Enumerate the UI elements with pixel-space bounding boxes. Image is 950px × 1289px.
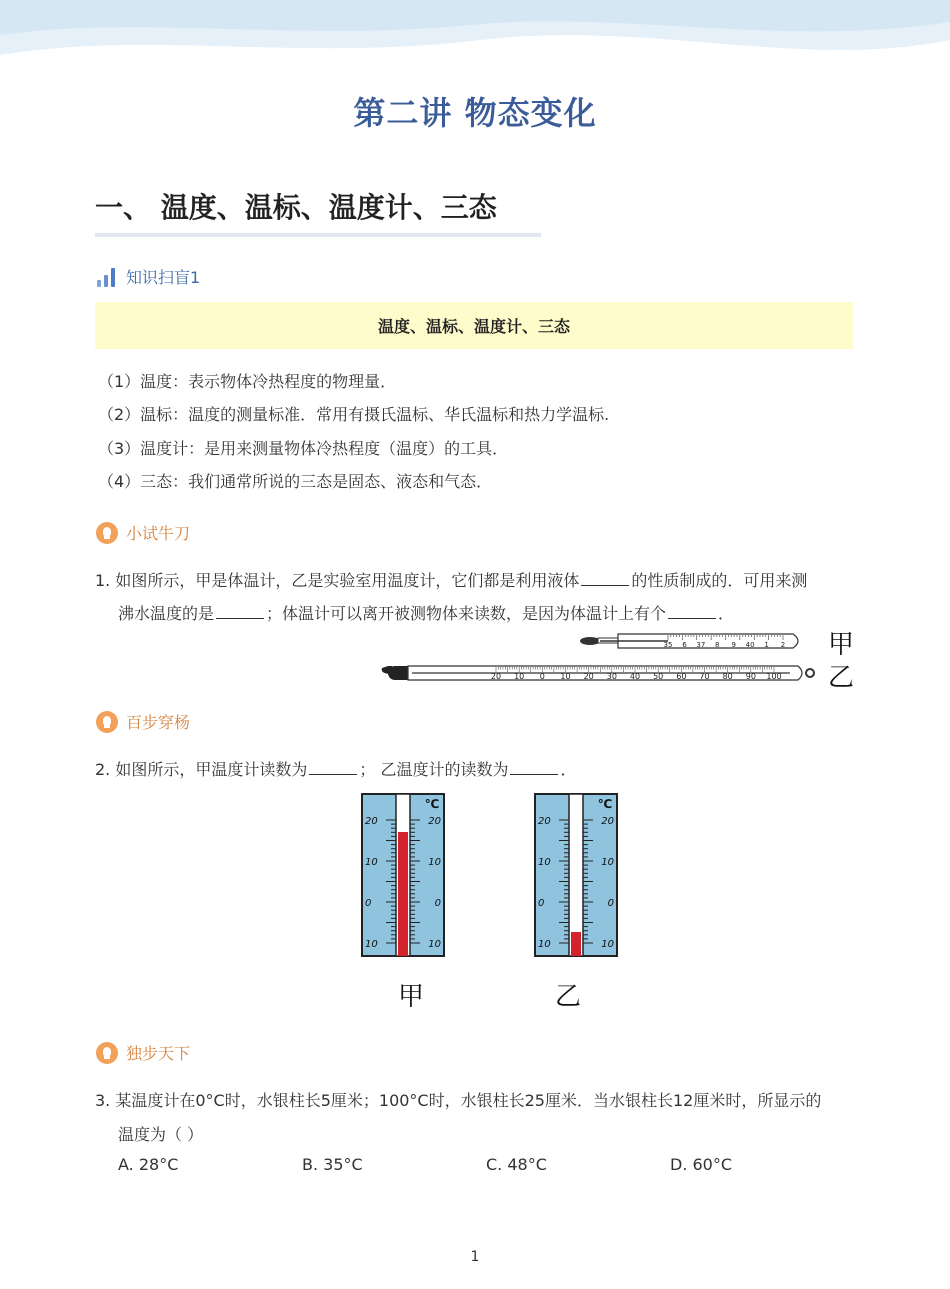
answer-blank[interactable] <box>216 604 264 619</box>
tick-label: 90 <box>745 672 756 681</box>
answer-blank[interactable] <box>510 760 558 775</box>
thermometer-figure-q1 <box>378 626 818 690</box>
tick-label: 0 <box>539 672 545 681</box>
mercury-column <box>398 832 408 956</box>
option-b[interactable]: B. 35°C <box>302 1155 363 1174</box>
tick-label: 20 <box>583 672 594 681</box>
point-3: （3）温度计：是用来测量物体冷热程度（温度）的工具． <box>98 439 509 458</box>
scale-label: 10 <box>365 939 378 950</box>
tick-label: 50 <box>653 672 664 681</box>
scale-label: 10 <box>601 857 614 868</box>
tick-label: 37 <box>696 641 706 649</box>
figure-label-yi: 乙 <box>555 982 582 1012</box>
tick-label: 80 <box>722 672 733 681</box>
thermometer-yi <box>535 794 617 956</box>
tick-label: 70 <box>699 672 710 681</box>
scale-label: 20 <box>428 816 441 827</box>
point-4: （4）三态：我们通常所说的三态是固态、液态和气态． <box>98 472 493 491</box>
lightbulb-icon <box>96 711 118 733</box>
thermometer-figure-q2 <box>360 792 622 962</box>
tick-label: 9 <box>731 641 736 649</box>
thermometer-tube <box>569 794 583 956</box>
practice-tag-3: 独步天下 <box>96 1041 190 1064</box>
scale-label: 20 <box>365 816 378 827</box>
tick-label: 1 <box>764 641 769 649</box>
summary-box-title: 温度、温标、温度计、三态 <box>95 302 853 349</box>
scale-label: 0 <box>434 898 441 909</box>
option-c[interactable]: C. 48°C <box>486 1155 547 1174</box>
tick-label: 6 <box>682 641 687 649</box>
tick-label: 10 <box>514 672 525 681</box>
lab-thermometer <box>382 666 814 681</box>
answer-blank[interactable] <box>581 571 629 586</box>
tick-label: 10 <box>560 672 571 681</box>
section-heading: 一、 温度、温标、温度计、三态 <box>95 191 497 224</box>
scale-label: 0 <box>538 898 545 909</box>
practice-tag-2: 百步穿杨 <box>96 710 190 733</box>
figure-label-jia: 甲 <box>828 630 855 660</box>
tick-label: 20 <box>490 672 502 681</box>
scale-label: 10 <box>538 857 551 868</box>
scale-label: 20 <box>538 816 551 827</box>
lightbulb-icon <box>96 522 118 544</box>
figure-label-yi: 乙 <box>828 663 855 693</box>
question-1-line-1: 1. 如图所示，甲是体温计，乙是实验室用温度计，它们都是利用液体 的性质制成的．可用来测 <box>95 571 808 590</box>
question-3-line-2: 温度为（ ） <box>118 1125 204 1144</box>
point-2: （2）温标：温度的测量标准．常用有摄氏温标、华氏温标和热力学温标. <box>98 405 610 424</box>
tick-label: 30 <box>606 672 617 681</box>
tick-label: 100 <box>766 672 782 681</box>
tick-label: 40 <box>745 641 755 649</box>
clinical-thermometer <box>580 634 798 649</box>
scale-label: 10 <box>601 939 614 950</box>
knowledge-tag <box>96 265 200 288</box>
option-a[interactable]: A. 28°C <box>118 1155 179 1174</box>
bar-chart-icon <box>96 267 118 287</box>
page-number: 1 <box>470 1249 480 1265</box>
tick-label: 60 <box>676 672 687 681</box>
scale-label: 10 <box>538 939 551 950</box>
section-underline <box>95 233 541 237</box>
unit-label: ℃ <box>424 797 440 811</box>
scale-label: 20 <box>601 816 614 827</box>
figure-label-jia: 甲 <box>398 982 425 1012</box>
practice-tag-1: 小试牛刀 <box>96 521 190 544</box>
answer-blank[interactable] <box>309 760 357 775</box>
header-wave-decoration <box>0 0 950 70</box>
scale-label: 0 <box>607 898 614 909</box>
tick-label: 2 <box>780 641 786 649</box>
thermometer-jia <box>362 794 444 956</box>
scale-label: 10 <box>365 857 378 868</box>
question-3-line-1: 3. 某温度计在0°C时，水银柱长5厘米；100°C时，水银柱长25厘米．当水银柱长12厘米时，所显示的 <box>95 1091 822 1110</box>
tick-label: 40 <box>629 672 641 681</box>
question-1-line-2: 沸水温度的是 ；体温计可以离开被测物体来读数，是因为体温计上有个 ． <box>118 604 735 623</box>
unit-label: ℃ <box>597 797 613 811</box>
scale-label: 10 <box>428 857 441 868</box>
point-1: （1）温度：表示物体冷热程度的物理量． <box>98 372 397 391</box>
lightbulb-icon <box>96 1042 118 1064</box>
question-2: 2. 如图所示，甲温度计读数为 ； 乙温度计的读数为 ． <box>95 760 577 779</box>
answer-blank[interactable] <box>668 604 716 619</box>
tick-label: 35 <box>663 641 673 649</box>
document-title: 第二讲 物态变化 <box>353 94 597 132</box>
knowledge-tag-label: 知识扫盲1 <box>126 268 201 287</box>
scale-label: 0 <box>365 898 372 909</box>
tick-label: 8 <box>715 641 720 649</box>
mercury-column <box>571 932 581 956</box>
option-d[interactable]: D. 60°C <box>670 1155 733 1174</box>
scale-label: 10 <box>428 939 441 950</box>
